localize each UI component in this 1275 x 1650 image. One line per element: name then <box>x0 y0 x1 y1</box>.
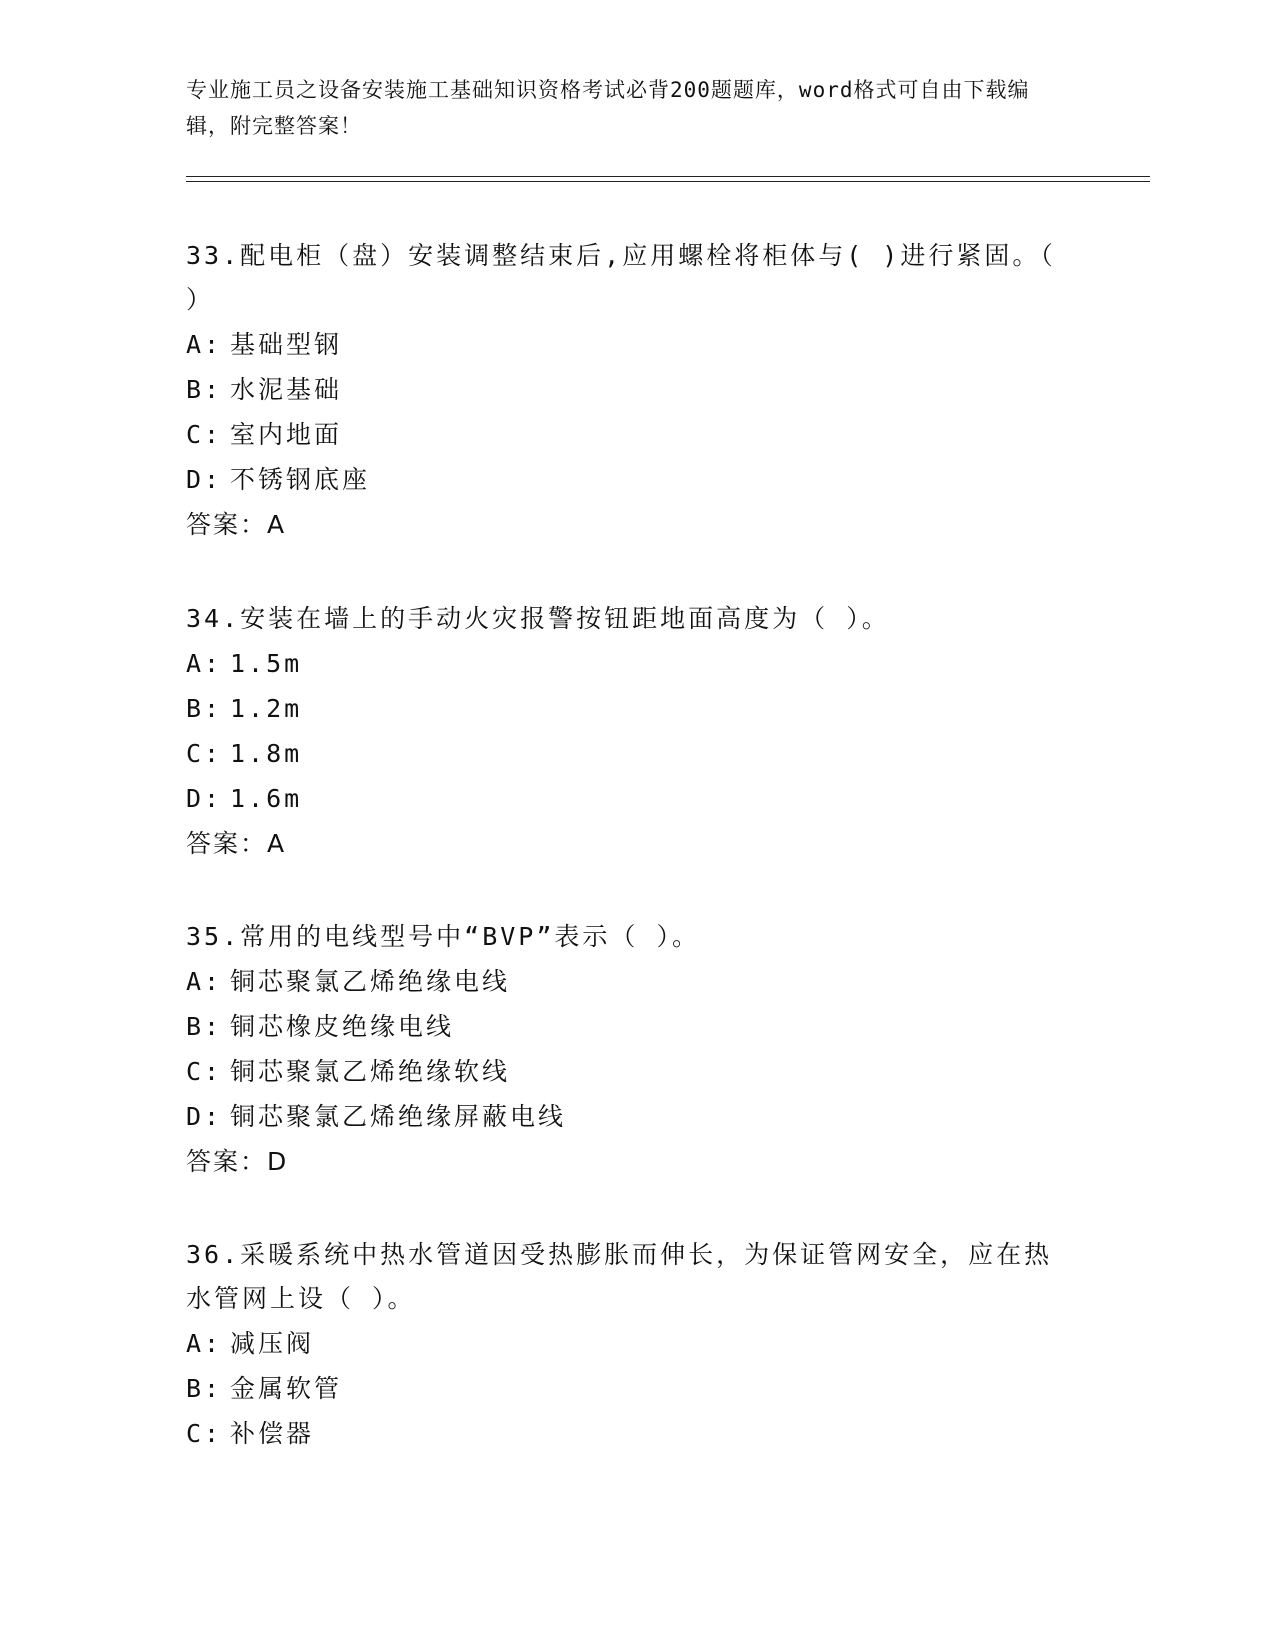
option-key: B: <box>186 1012 223 1041</box>
option-key: D: <box>186 784 223 813</box>
option-text: 铜芯聚氯乙烯绝缘电线 <box>230 967 511 996</box>
answer-line: 答案：D <box>186 1147 289 1176</box>
option-text: 1.5m <box>230 649 303 678</box>
question-35 <box>186 915 1076 1184</box>
option-b <box>186 1004 1076 1049</box>
option-a <box>186 641 1076 686</box>
option-d <box>186 457 1076 502</box>
question-34 <box>186 597 1076 866</box>
option-text: 补偿器 <box>230 1419 315 1448</box>
option-text: 铜芯聚氯乙烯绝缘软线 <box>230 1057 511 1086</box>
option-b <box>186 1366 1076 1411</box>
option-text: 1.8m <box>230 739 303 768</box>
option-text: 水泥基础 <box>230 375 343 404</box>
option-text: 1.2m <box>230 694 303 723</box>
option-key: C: <box>186 420 223 449</box>
question-stem: 33.配电柜（盘）安装调整结束后,应用螺栓将柜体与( )进行紧固。（ ） <box>186 241 1056 314</box>
option-c <box>186 1049 1076 1094</box>
question-stem: 35.常用的电线型号中“BVP”表示（ ）。 <box>186 922 700 951</box>
question-stem: 34.安装在墙上的手动火灾报警按钮距地面高度为（ ）。 <box>186 604 890 633</box>
question-36 <box>186 1233 1076 1456</box>
option-key: B: <box>186 375 223 404</box>
document-header: 专业施工员之设备安装施工基础知识资格考试必背200题题库，word格式可自由下载编辑，附完整答案！ <box>186 78 1030 138</box>
option-text: 1.6m <box>230 784 303 813</box>
option-key: C: <box>186 739 223 768</box>
option-a <box>186 322 1076 367</box>
option-key: D: <box>186 465 223 494</box>
option-key: A: <box>186 1329 223 1358</box>
option-key: D: <box>186 1102 223 1131</box>
header-divider-top <box>186 176 1150 177</box>
answer-line: 答案：A <box>186 510 287 539</box>
option-d <box>186 1094 1076 1139</box>
option-text: 铜芯橡皮绝缘电线 <box>230 1012 455 1041</box>
option-c <box>186 412 1076 457</box>
option-key: C: <box>186 1419 223 1448</box>
option-key: B: <box>186 694 223 723</box>
question-33 <box>186 234 1076 547</box>
option-text: 室内地面 <box>230 420 343 449</box>
option-a <box>186 1321 1076 1366</box>
option-text: 铜芯聚氯乙烯绝缘屏蔽电线 <box>230 1102 567 1131</box>
option-text: 基础型钢 <box>230 330 343 359</box>
option-b <box>186 367 1076 412</box>
option-c <box>186 731 1076 776</box>
option-key: A: <box>186 330 223 359</box>
option-key: C: <box>186 1057 223 1086</box>
option-text: 减压阀 <box>230 1329 315 1358</box>
option-key: A: <box>186 649 223 678</box>
option-text: 不锈钢底座 <box>230 465 371 494</box>
option-key: A: <box>186 967 223 996</box>
header-divider-bottom <box>186 181 1150 182</box>
answer-line: 答案：A <box>186 829 287 858</box>
option-a <box>186 959 1076 1004</box>
option-key: B: <box>186 1374 223 1403</box>
option-b <box>186 686 1076 731</box>
option-c <box>186 1411 1076 1456</box>
question-stem: 36.采暖系统中热水管道因受热膨胀而伸长，为保证管网安全，应在热水管网上设（ ）。 <box>186 1240 1053 1313</box>
option-text: 金属软管 <box>230 1374 343 1403</box>
option-d <box>186 776 1076 821</box>
